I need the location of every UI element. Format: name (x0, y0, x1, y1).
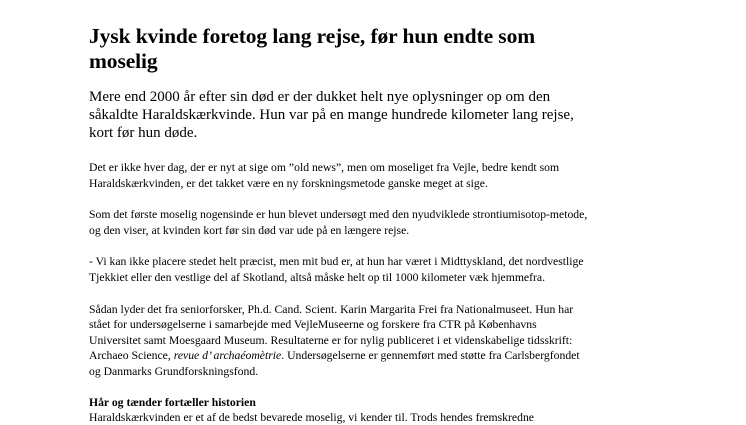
article-title: Jysk kvinde foretog lang rejse, før hun endte som moselig (89, 24, 536, 73)
paragraph-strontium-method: Som det første moselig nogensinde er hun blevet undersøgt med den nyudviklede strontiumisotop-metode, og den viser, at kvinden kort før sin død var ude på en længere rejse. (89, 208, 588, 237)
document-page (89, 24, 589, 425)
paragraph-hair-teeth: Haraldskærkvinden er et af de bedst bevarede moselig, vi kender til. Trods hendes fremskredne (89, 410, 534, 424)
paragraph-old-news: Det er ikke hver dag, der er nyt at sige om ”old news”, men om moseliget fra Vejle, bedre kendt som Haraldskærkvinden, er det takket være en ny forskningsmetode ganske meget at sige. (89, 161, 560, 190)
paragraph-researcher-funding: . Undersøgelserne er gennemført med støtte fra Carlsbergfondet og Danmarks Grundforskningsfond. (89, 349, 580, 378)
article-lead: Mere end 2000 år efter sin død er der dukket helt nye oplysninger op om den såkaldte Haraldskærkvinde. Hun var på en mange hundrede kilometer lang rejse, kort før hun døde. (89, 89, 574, 141)
paragraph-researcher-text: Sådan lyder det fra seniorforsker, Ph.d. Cand. Scient. Karin Margarita Frei fra Nationalmuseet. Hun har stået for undersøgelserne i samarbejde med VejleMuseerne og forskere fra CTR på Københavns Universitet samt Moesgaard Museum. Resultaterne er for nylig publiceret i et videnskabelige tidsskrift: Archaeo Science, (89, 302, 574, 363)
paragraph-quote: - Vi kan ikke placere stedet helt præcist, men mit bud er, at hun har været i Midttyskland, det nordvestlige Tjekkiet eller den vestlige del af Skotland, altså måske helt op til 1000 kilometer væk hjemmefra. (89, 255, 584, 284)
paragraph-researcher (89, 302, 589, 380)
journal-name: revue d’ archaéomètrie (173, 349, 282, 363)
section-subheading: Hår og tænder fortæller historien (89, 395, 256, 409)
